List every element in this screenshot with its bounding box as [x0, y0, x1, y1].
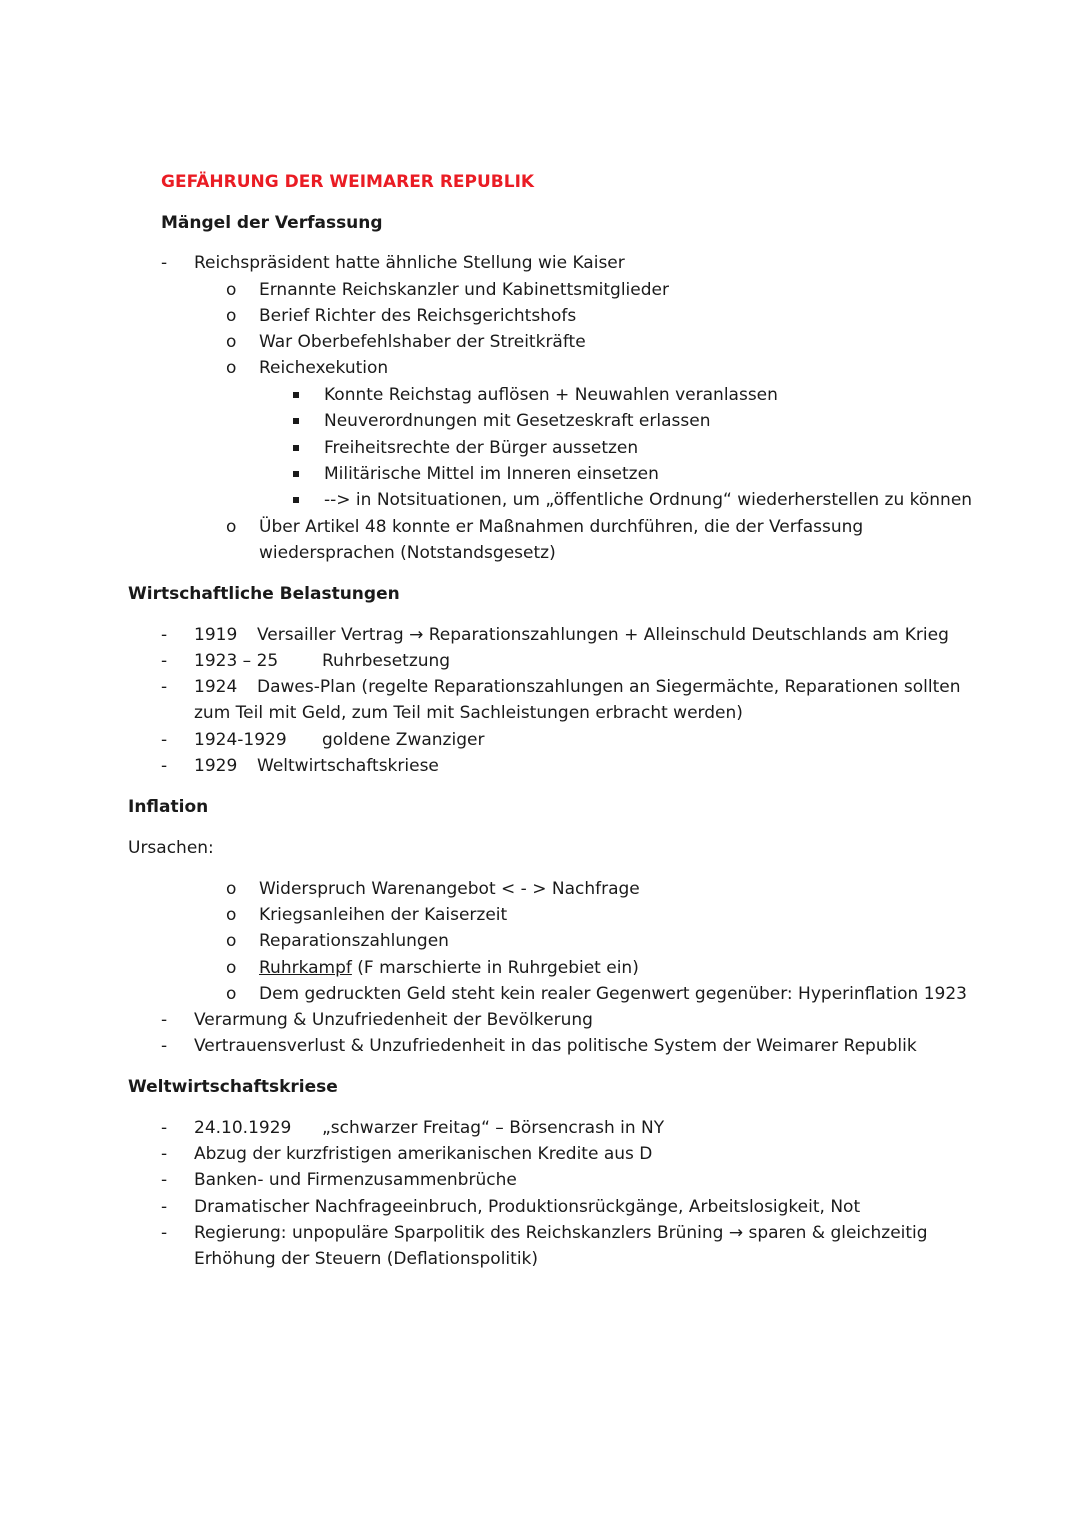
dash-bullet: -	[161, 730, 168, 750]
circle-bullet: o	[226, 517, 237, 537]
timeline-text: Weltwirtschaftskriese	[257, 756, 439, 776]
timeline-year: 1929	[194, 756, 238, 776]
timeline-year: 1923 – 25	[194, 651, 279, 671]
circle-bullet: o	[226, 358, 237, 378]
list-item: Banken- und Firmenzusammenbrüche	[194, 1170, 517, 1190]
list-item: Verarmung & Unzufriedenheit der Bevölkerung	[194, 1010, 593, 1030]
list-item: Ernannte Reichskanzler und Kabinettsmitglieder	[259, 280, 669, 300]
section-heading-wirtschaft: Wirtschaftliche Belastungen	[128, 584, 400, 604]
timeline-text: Dawes-Plan (regelte Reparationszahlungen an Siegermächte, Reparationen sollten	[257, 677, 961, 697]
list-item: Reparationszahlungen	[259, 931, 449, 951]
circle-bullet: o	[226, 931, 237, 951]
timeline-year: 1924-1929	[194, 730, 287, 750]
section-heading-inflation: Inflation	[128, 797, 209, 817]
timeline-text: Ruhrbesetzung	[322, 651, 451, 671]
list-item: Vertrauensverlust & Unzufriedenheit in das politische System der Weimarer Republik	[194, 1036, 917, 1056]
timeline-text: Versailler Vertrag → Reparationszahlungen + Alleinschuld Deutschlands am Krieg	[257, 625, 949, 645]
dash-bullet: -	[161, 1118, 168, 1138]
list-item: Widerspruch Warenangebot < - > Nachfrage	[259, 879, 640, 899]
subheading-ursachen: Ursachen:	[128, 838, 214, 858]
dash-bullet: -	[161, 1144, 168, 1164]
timeline-text: „schwarzer Freitag“ – Börsencrash in NY	[322, 1118, 665, 1138]
dash-bullet: -	[161, 1170, 168, 1190]
square-bullet	[293, 418, 299, 424]
circle-bullet: o	[226, 984, 237, 1004]
section-heading-krise: Weltwirtschaftskriese	[128, 1077, 338, 1097]
list-item: Reichexekution	[259, 358, 389, 378]
dash-bullet: -	[161, 1197, 168, 1217]
dash-bullet: -	[161, 1010, 168, 1030]
list-item-continuation: wiedersprachen (Notstandsgesetz)	[259, 543, 556, 563]
list-item	[259, 957, 639, 979]
list-item: Abzug der kurzfristigen amerikanischen Kredite aus D	[194, 1144, 653, 1164]
list-item: Konnte Reichstag auflösen + Neuwahlen veranlassen	[324, 385, 778, 405]
circle-bullet: o	[226, 879, 237, 899]
circle-bullet: o	[226, 332, 237, 352]
circle-bullet: o	[226, 905, 237, 925]
list-item: Dem gedruckten Geld steht kein realer Gegenwert gegenüber: Hyperinflation 1923	[259, 984, 967, 1004]
circle-bullet: o	[226, 280, 237, 300]
list-item: --> in Notsituationen, um „öffentliche Ordnung“ wiederherstellen zu können	[324, 490, 973, 510]
list-item: Berief Richter des Reichsgerichtshofs	[259, 306, 577, 326]
dash-bullet: -	[161, 253, 168, 273]
timeline-year: 24.10.1929	[194, 1118, 292, 1138]
dash-bullet: -	[161, 625, 168, 645]
timeline-year: 1919	[194, 625, 238, 645]
list-item: Reichspräsident hatte ähnliche Stellung wie Kaiser	[194, 253, 625, 273]
square-bullet	[293, 392, 299, 398]
timeline-year: 1924	[194, 677, 238, 697]
list-item-continuation: Erhöhung der Steuern (Deflationspolitik)	[194, 1249, 539, 1269]
square-bullet	[293, 445, 299, 451]
list-item: Neuverordnungen mit Gesetzeskraft erlassen	[324, 411, 711, 431]
page-title: GEFÄHRUNG DER WEIMARER REPUBLIK	[161, 172, 535, 192]
list-item: Militärische Mittel im Inneren einsetzen	[324, 464, 659, 484]
list-item: Kriegsanleihen der Kaiserzeit	[259, 905, 508, 925]
ruhrkampf-term: Ruhrkampf	[259, 958, 352, 978]
section-heading-verfassung: Mängel der Verfassung	[161, 213, 383, 233]
list-item: Regierung: unpopuläre Sparpolitik des Reichskanzlers Brüning → sparen & gleichzeitig	[194, 1223, 928, 1243]
dash-bullet: -	[161, 651, 168, 671]
square-bullet	[293, 497, 299, 503]
dash-bullet: -	[161, 756, 168, 776]
square-bullet	[293, 471, 299, 477]
list-item: Freiheitsrechte der Bürger aussetzen	[324, 438, 639, 458]
timeline-text-continuation: zum Teil mit Geld, zum Teil mit Sachleistungen erbracht werden)	[194, 703, 743, 723]
dash-bullet: -	[161, 677, 168, 697]
circle-bullet: o	[226, 958, 237, 978]
circle-bullet: o	[226, 306, 237, 326]
dash-bullet: -	[161, 1036, 168, 1056]
ruhrkampf-detail: (F marschierte in Ruhrgebiet ein)	[351, 958, 639, 978]
list-item: War Oberbefehlshaber der Streitkräfte	[259, 332, 586, 352]
dash-bullet: -	[161, 1223, 168, 1243]
list-item: Über Artikel 48 konnte er Maßnahmen durchführen, die der Verfassung	[259, 517, 864, 537]
timeline-text: goldene Zwanziger	[322, 730, 485, 750]
list-item: Dramatischer Nachfrageeinbruch, Produktionsrückgänge, Arbeitslosigkeit, Not	[194, 1197, 861, 1217]
